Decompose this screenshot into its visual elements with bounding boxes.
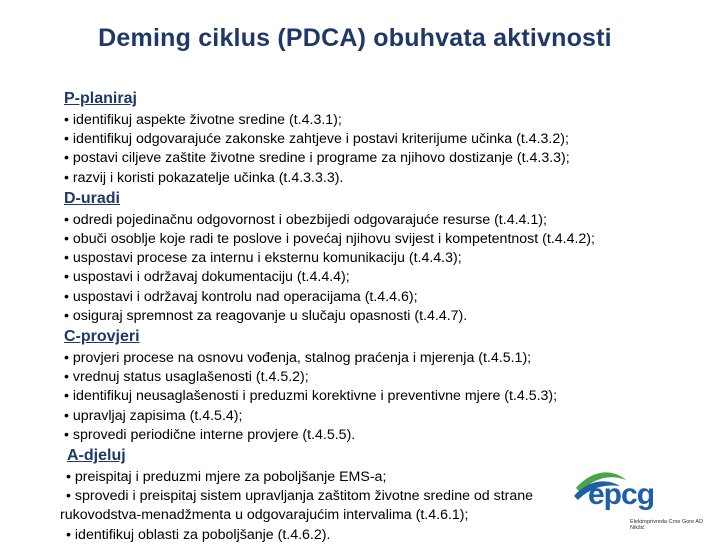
list-item: • identifikuj aspekte životne sredine (t.4.3.1); (64, 112, 342, 128)
check-list (64, 349, 720, 445)
list-item: • upravljaj zapisima (t.4.5.4); (64, 407, 243, 424)
list-item-continuation: rukovodstva-menadžmenta u odgovarajućim intervalima (t.4.6.1); (60, 507, 469, 524)
logo-subtitle: Elektroprivreda Crne Gore AD Nikšić (630, 519, 704, 531)
list-item: • uspostavi procese za internu i eksternu komunikaciju (t.4.4.3); (64, 250, 462, 267)
plan-list (64, 111, 720, 188)
slide-title: Deming ciklus (PDCA) obuhvata aktivnosti (98, 24, 612, 52)
list-item: • uspostavi i održavaj dokumentaciju (t.4.4.4); (64, 269, 350, 286)
list-item: • identifikuj oblasti za poboljšanje (t.4.6.2). (66, 526, 331, 543)
section-heading-plan: P-planiraj (64, 90, 137, 107)
do-list (64, 211, 720, 326)
list-item: • obuči osoblje koje radi te poslove i povećaj njihovu svijest i kompetentnost (t.4.4.2); (64, 231, 595, 248)
list-item: • preispitaj i preduzmi mjere za poboljšanje EMS-a; (66, 469, 387, 486)
section-heading-act: A-djeluj (67, 447, 126, 465)
epcg-logo (570, 458, 682, 520)
list-item: • sprovedi i preispitaj sistem upravljanja zaštitom životne sredine od strane (66, 488, 534, 505)
logo-text: epcg (588, 478, 655, 511)
list-item: • razvij i koristi pokazatelje učinka (t.4.3.3.3). (64, 169, 344, 186)
list-item: • sprovedi periodične interne provjere (t.4.5.5). (64, 426, 356, 443)
list-item: • osiguraj spremnost za reagovanje u slučaju opasnosti (t.4.4.7). (64, 307, 468, 324)
list-item: • vrednuj status usaglašenosti (t.4.5.2); (64, 369, 309, 386)
section-heading-check: C-provjeri (64, 328, 140, 346)
list-item: • uspostavi i održavaj kontrolu nad operacijama (t.4.4.6); (64, 288, 418, 305)
list-item: • postavi ciljeve zaštite životne sredine i programe za njihovo dostizanje (t.4.3.3); (64, 150, 570, 167)
list-item: • identifikuj odgovarajuće zakonske zahtjeve i postavi kriterijume učinka (t.4.3.2); (64, 131, 569, 148)
list-item: • identifikuj neusaglašenosti i preduzmi korektivne i preventivne mjere (t.4.5.3); (64, 388, 558, 405)
section-heading-do: D-uradi (64, 189, 120, 207)
list-item: • odredi pojedinačnu odgovornost i obezbijedi odgovarajuće resurse (t.4.4.1); (64, 211, 547, 228)
list-item: • provjeri procese na osnovu vođenja, stalnog praćenja i mjerenja (t.4.5.1); (64, 350, 532, 367)
